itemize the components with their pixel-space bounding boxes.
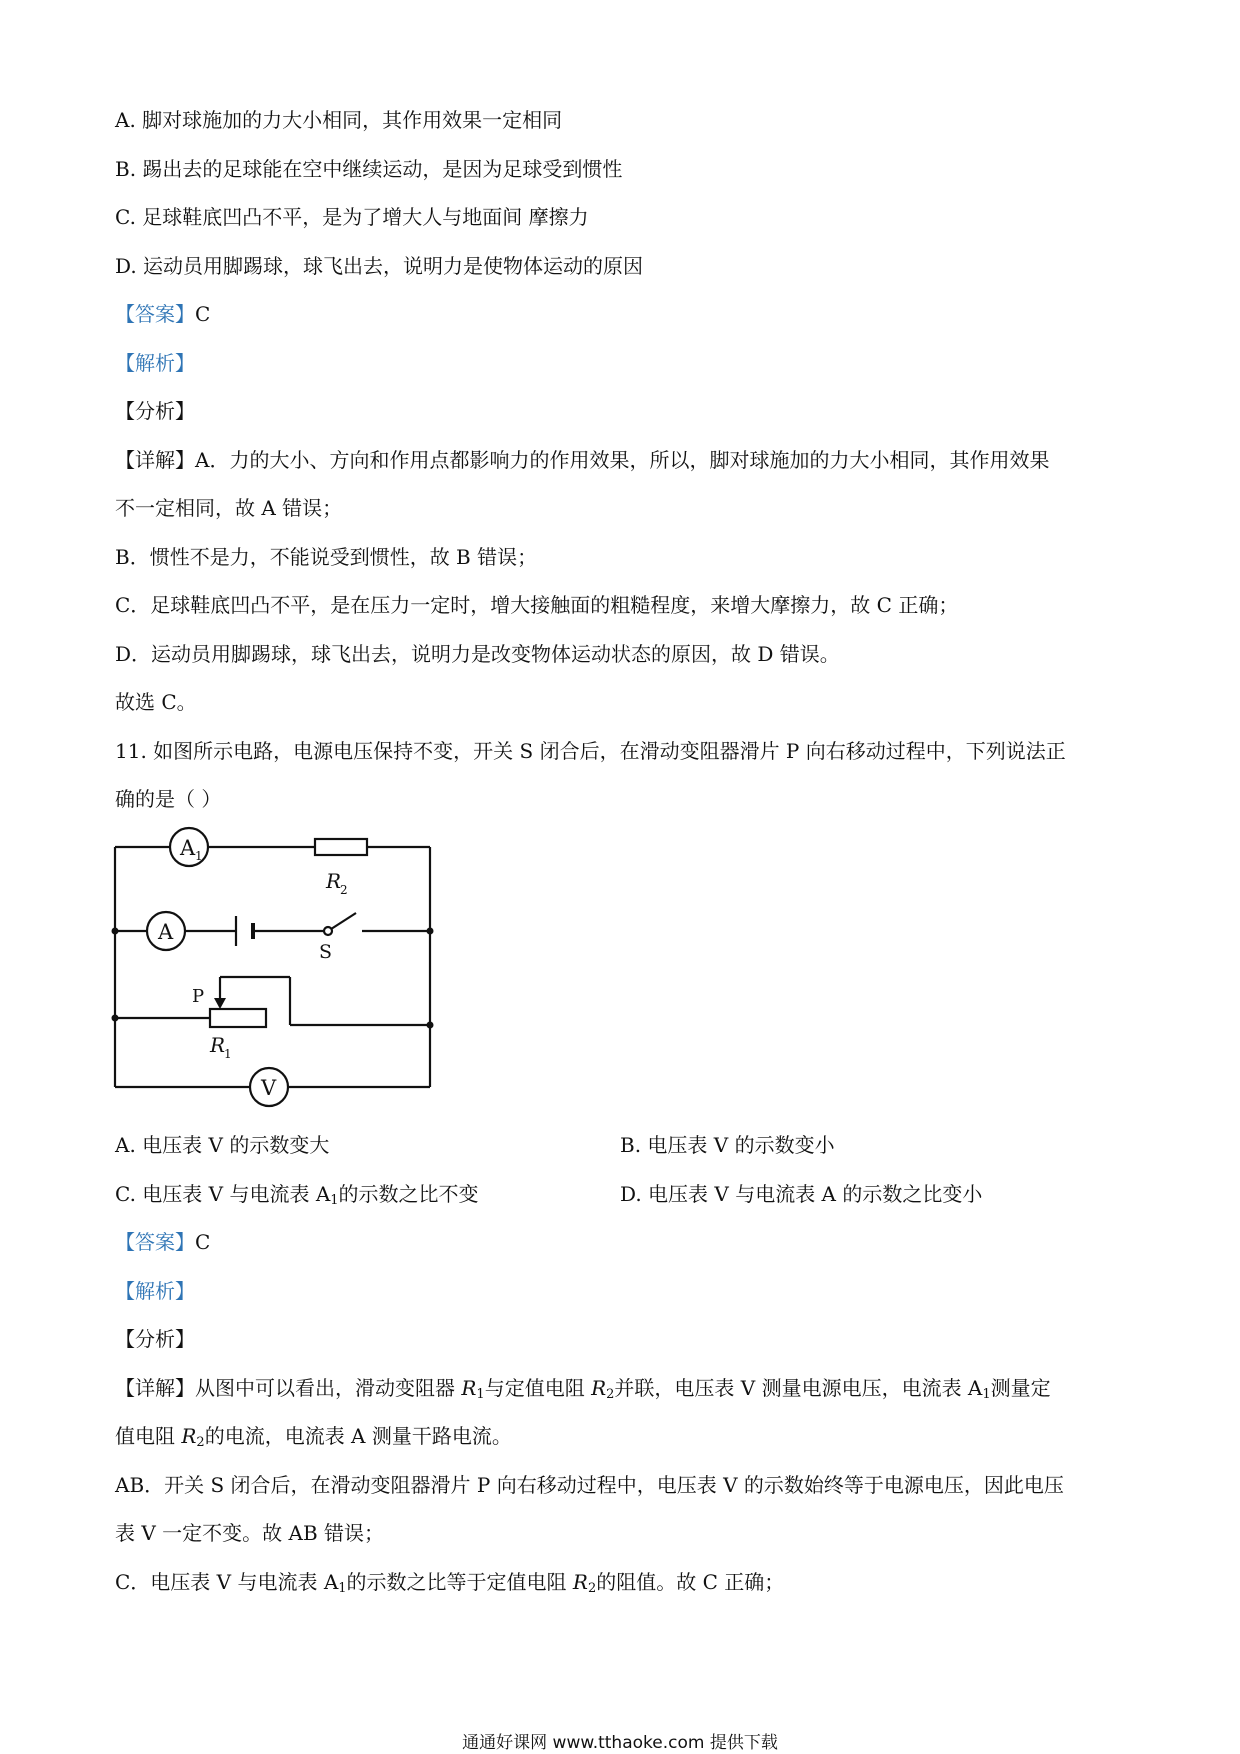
q11-fenxi-label: 【分析】 [115,1327,195,1351]
q11-d1-a: 【详解】从图中可以看出，滑动变阻器 [115,1376,462,1400]
q11-option-c-post: 的示数之比不变 [338,1182,479,1206]
q11-detail-line-1 [115,1374,1051,1409]
option-d-prev: D. 运动员用脚踢球，球飞出去，说明力是使物体运动的原因 [115,254,644,278]
q11-d2-a: 值电阻 [115,1424,182,1448]
q11-detail-line-5 [115,1568,784,1603]
q11-d2-b: 的电流，电流表 A 测量干路电流。 [204,1424,512,1448]
answer-line-prev [115,300,210,328]
q11-d1-r2: R [591,1376,607,1400]
q11-d1-r2s: 2 [606,1387,615,1402]
option-c-prev: C. 足球鞋底凹凸不平，是为了增大人与地面间 摩擦力 [115,205,589,229]
detail-line-3-prev: B．惯性不是力，不能说受到惯性，故 B 错误； [115,545,538,569]
page-footer: 通通好课网 www.tthaoke.com 提供下载 [462,1733,778,1753]
q11-option-c-pre: C. 电压表 V 与电流表 A [115,1182,331,1206]
q11-d2-r: R [181,1424,197,1448]
q11-d5-b: 的示数之比等于定值电阻 [346,1570,573,1594]
q11-answer-label: 【答案】 [115,1230,195,1254]
detail-line-4-prev: C．足球鞋底凹凸不平，是在压力一定时，增大接触面的粗糙程度，来增大摩擦力，故 C 正确； [115,593,959,617]
q11-option-b: B. 电压表 V 的示数变小 [620,1133,835,1157]
q11-d1-r: R [461,1376,477,1400]
rheostat-r1-label: R [210,1033,226,1057]
switch-s-label: S [319,941,333,963]
slider-p-label: P [192,986,205,1007]
option-b-prev: B. 踢出去的足球能在空中继续运动，是因为足球受到惯性 [115,157,623,181]
resistor-r2-label: R [326,869,342,893]
q11-stem-line-1: 11. 如图所示电路，电源电压保持不变，开关 S 闭合后，在滑动变阻器滑片 P 向右移动过程中，下列说法正 [115,739,1066,763]
q11-answer-value: C [195,1230,211,1254]
voltmeter-v-label: V [261,1076,277,1100]
fenxi-label-prev: 【分析】 [115,399,195,423]
detail-line-5-prev: D．运动员用脚踢球，球飞出去，说明力是改变物体运动状态的原因，故 D 错误。 [115,642,840,666]
q11-option-d: D. 电压表 V 与电流表 A 的示数之比变小 [620,1182,983,1206]
option-a-prev: A. 脚对球施加的力大小相同，其作用效果一定相同 [115,108,563,132]
q11-d1-as: 1 [982,1387,991,1402]
q11-option-a: A. 电压表 V 的示数变大 [115,1133,330,1157]
q11-detail-line-3: AB．开关 S 闭合后，在滑动变阻器滑片 P 向右移动过程中，电压表 V 的示数始终等于电源电压，因此电压 [115,1473,1064,1497]
detail-line-1-prev: 【详解】A．力的大小、方向和作用点都影响力的作用效果，所以，脚对球施加的力大小相同，其作用效果 [115,448,1050,472]
q11-detail-line-4: 表 V 一定不变。故 AB 错误； [115,1521,385,1545]
q11-d1-rs: 1 [476,1387,485,1402]
detail-line-2-prev: 不一定相同，故 A 错误； [115,496,343,520]
answer-label: 【答案】 [115,302,195,326]
answer-value: C [195,302,211,326]
q11-detail-line-2 [115,1422,512,1457]
rheostat-r1-sub: 1 [224,1047,232,1061]
q11-d5-as: 1 [338,1581,347,1596]
resistor-r2-icon [315,839,367,855]
q11-option-c [115,1180,479,1215]
q11-jiexi-label: 【解析】 [115,1279,195,1303]
slider-p-arrow-icon [214,998,226,1009]
q11-stem-line-2: 确的是（ ） [115,787,222,811]
circuit-diagram [100,820,445,1110]
jiexi-label-prev: 【解析】 [115,351,195,375]
q11-d5-rs: 2 [587,1581,597,1596]
battery-icon [236,916,253,946]
q11-answer-line [115,1228,210,1256]
q11-d1-b: 与定值电阻 [484,1376,592,1400]
conclusion-prev: 故选 C。 [115,690,197,714]
q11-option-c-sub: 1 [330,1193,339,1208]
resistor-r2-sub: 2 [340,883,348,897]
q11-d5-r: R [572,1570,588,1594]
ammeter-a1-sub: 1 [195,849,203,863]
switch-s-icon [324,913,356,935]
q11-d5-a: C．电压表 V 与电流表 A [115,1570,339,1594]
q11-d5-c: 的阻值。故 C 正确； [596,1570,785,1594]
q11-d1-d: 测量定 [990,1376,1051,1400]
ammeter-a-label: A [158,920,174,944]
q11-d2-rs: 2 [196,1435,205,1450]
rheostat-r1-icon [210,1009,266,1027]
ammeter-a1-label: A [180,836,196,860]
q11-d1-c: 并联，电压表 V 测量电源电压，电流表 A [614,1376,983,1400]
